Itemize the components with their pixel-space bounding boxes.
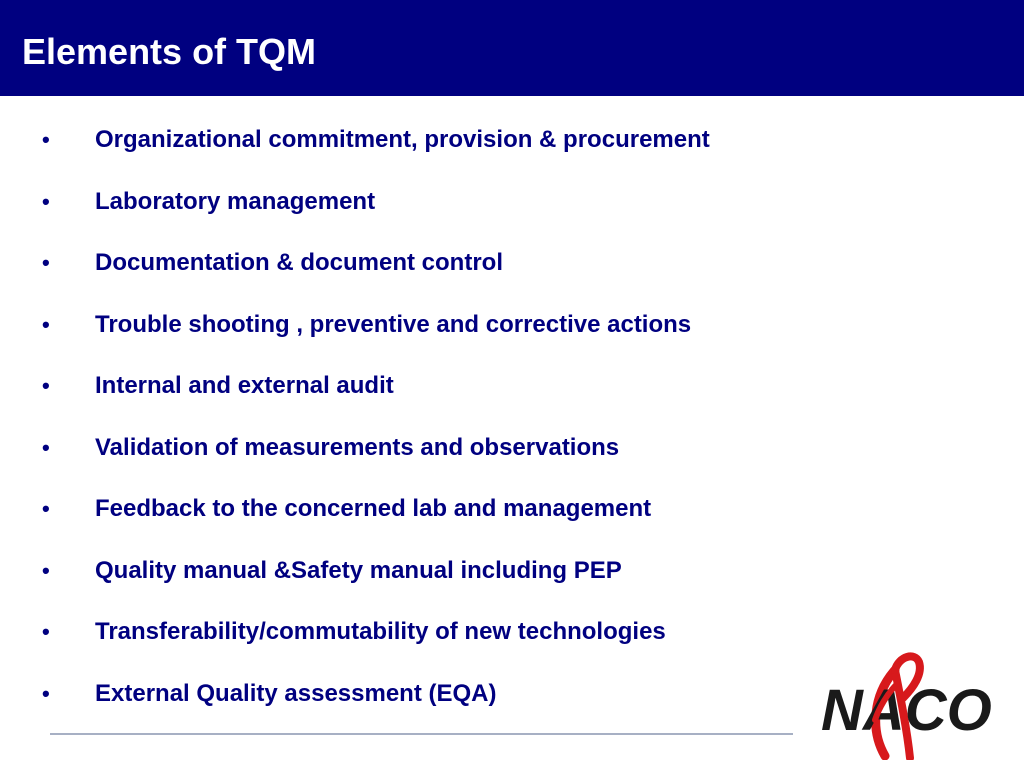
bullet-icon: • (42, 311, 50, 337)
bullet-text: Laboratory management (95, 187, 376, 215)
title-bar (0, 0, 1024, 96)
slide-title: Elements of TQM (22, 31, 317, 72)
bullet-icon: • (42, 250, 50, 275)
bullet-text: Feedback to the concerned lab and management (95, 495, 652, 522)
logo-text: NACO (821, 678, 992, 743)
bullet-text: Quality manual &Safety manual including PEP (95, 556, 622, 584)
bullet-icon: • (42, 496, 50, 521)
naco-logo (815, 650, 1005, 760)
bullet-text: Validation of measurements and observations (95, 433, 620, 461)
bullet-icon: • (42, 434, 50, 460)
bullet-icon: • (42, 373, 50, 398)
bullet-icon: • (42, 557, 50, 583)
bullet-icon: • (42, 619, 50, 644)
bullet-icon: • (42, 680, 50, 706)
bullet-text: Transferability/commutability of new technologies (95, 618, 666, 645)
bullet-icon: • (42, 127, 50, 152)
bullet-text: Trouble shooting , preventive and corrective actions (95, 310, 692, 338)
bullet-text: Organizational commitment, provision & procurement (95, 126, 710, 153)
bullet-text: Documentation & document control (95, 249, 503, 276)
bullet-text: Internal and external audit (95, 372, 394, 399)
bullet-text: External Quality assessment (EQA) (95, 679, 497, 707)
naco-logo-graphic (815, 650, 1005, 760)
bullet-icon: • (42, 188, 50, 214)
divider-line (50, 733, 793, 735)
